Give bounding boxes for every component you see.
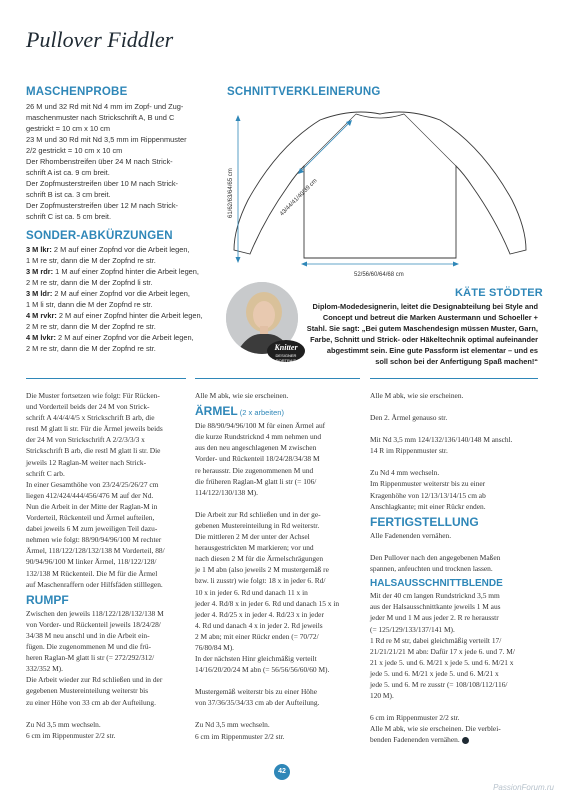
- maschenprobe-line: 23 M und 30 Rd mit Nd 3,5 mm im Rippenmuster: [26, 135, 187, 144]
- arrowhead: [453, 262, 459, 267]
- text-line: Mustergemäß weiterstr bis zu einer Höhe: [195, 687, 317, 697]
- sonder-item: [26, 288, 226, 299]
- schnitt-heading: SCHNITTVERKLEINERUNG: [227, 86, 381, 98]
- column-1: [26, 390, 186, 741]
- text-line: nach diesen 2 M für die Ärmelschrägungen: [195, 554, 324, 564]
- text-line: schrift C arb.: [26, 468, 65, 478]
- bio-line: Farbe, Schnitt und Strick- oder Häkeltechnik optimal aufeinander: [310, 335, 538, 344]
- aermel-heading: [195, 406, 360, 418]
- maschenprobe-heading: MASCHENPROBE: [26, 86, 128, 98]
- column-rule: [370, 378, 538, 379]
- aermel-title: ÄRMEL: [195, 404, 238, 419]
- text-line: bzw. li zusstr) wie folgt: 18 x in jeder 6. Rd/: [195, 576, 326, 586]
- designer-name: KÄTE STÖDTER: [455, 287, 543, 299]
- text-line: Alle M abk, wie sie erscheinen.: [195, 391, 289, 400]
- maschenprobe-line: Der Zopfmusterstreifen über 12 M nach Strick-: [26, 201, 178, 210]
- fertigstellung-heading: FERTIGSTELLUNG: [370, 514, 479, 529]
- text-line: Alle Fadenenden vernähen.: [370, 530, 452, 540]
- sonder-item: [26, 277, 226, 288]
- text-line: Vorder- und Rückenteil 18/24/28/34/38 M: [195, 454, 320, 464]
- text-line: jeder M und 1 M aus jeder 2. R re herausstr: [370, 613, 499, 623]
- designer-bio: [306, 301, 538, 367]
- text-line: Die Muster fortsetzen wie folgt: Für Rücken-: [26, 391, 160, 400]
- text-line: Den Pullover nach den angegebenen Maßen: [370, 552, 501, 562]
- sweater-outline: [234, 112, 526, 258]
- sonder-heading: SONDER-ABKÜRZUNGEN: [26, 230, 173, 242]
- text-line: 90/94/96/100 M linker Ärmel, 118/122/128/: [26, 557, 157, 567]
- column-2: [195, 390, 360, 742]
- sonder-key: 3 M ldr:: [26, 289, 53, 298]
- height-label: 61/62/63/64/65 cm: [228, 168, 234, 218]
- text-line: Mit Nd 3,5 mm 124/132/136/140/148 M anschl.: [370, 435, 513, 445]
- text-line: 6 cm im Rippenmuster 2/2 str.: [26, 730, 116, 740]
- text-line: 120 M).: [370, 691, 394, 701]
- sonder-item: [26, 332, 226, 343]
- text-line: je 1 M abn (also jeweils 2 M mustergemäß re: [195, 565, 329, 575]
- sonder-item: [26, 343, 226, 354]
- text-line: zu einer Höhe von 33 cm ab der Aufteilung.: [26, 697, 156, 707]
- bio-line: Stahl. Sie sagt: „Bei gutem Maschendesign müssen Muster, Garn,: [306, 324, 538, 333]
- sonder-text: 2 M auf einer Zopfnd vor die Arbeit legen,: [56, 333, 194, 342]
- text-line: von Vorder- und Rückenteil jeweils 18/24/28/: [26, 619, 161, 629]
- page-number: 42: [274, 764, 290, 780]
- text-line: Nun die Arbeit in der Mitte der Raglan-M in: [26, 501, 158, 511]
- halsausschnitt-heading: HALSAUSSCHNITTBLENDE: [370, 578, 503, 590]
- sonder-text: 2 M auf einer Zopfnd vor die Arbeit legen,: [51, 245, 190, 254]
- sonder-key: 3 M rdr:: [26, 267, 54, 276]
- text-line: der 24 M von Strickschrift A 2/2/3/3/3 x: [26, 435, 145, 445]
- sonder-item: [26, 310, 226, 321]
- rumpf-heading: RUMPF: [26, 592, 69, 607]
- text-line: Vorderteil, Rückenteil und Ärmel aufteilen,: [26, 513, 155, 523]
- text-line: Zwischen den jeweils 118/122/128/132/138 M: [26, 608, 164, 618]
- maschenprobe-line: 26 M und 32 Rd mit Nd 4 mm im Zopf- und Zug-: [26, 102, 184, 111]
- text-line: In einer Gesamthöhe von 23/24/25/26/27 cm: [26, 479, 159, 489]
- badge-main: Knitter: [274, 343, 298, 352]
- text-line: die kurze Rundstricknd 4 mm nehmen und: [195, 432, 322, 442]
- text-line: 76/80/84 M).: [195, 642, 235, 652]
- text-line: und Vorderteil beids der 24 M von Strick-: [26, 402, 150, 412]
- arrowhead: [236, 115, 241, 121]
- text-line: liegen 412/424/444/456/476 M auf der Nd.: [26, 490, 154, 500]
- maschenprobe-line: maschenmuster nach Strickschrift A, B und C: [26, 113, 175, 122]
- end-mark-icon: [462, 737, 469, 744]
- text-line: Kragenhöhe von 12/13/13/14/15 cm ab: [370, 490, 486, 500]
- text-line: 21/21/21/21 M abn: Dafür 17 x jede 6. und 7. M/: [370, 646, 515, 656]
- text-line: 6 cm im Rippenmuster 2/2 str.: [195, 731, 285, 741]
- text-line: 14/16/20/20/24 M abn (= 56/56/56/60/60 M).: [195, 665, 330, 675]
- schematic-diagram: [220, 100, 540, 285]
- sonder-item: [26, 244, 226, 255]
- badge-sub: DESIGNER PORTRAIT: [275, 353, 297, 363]
- text-line: aus den neu angeschlagenen M zwischen: [195, 443, 317, 453]
- text-line: (= 125/129/133/137/141 M).: [370, 624, 455, 634]
- aermel-note: (2 x arbeiten): [237, 408, 284, 418]
- knitter-logo: [267, 340, 305, 362]
- sonder-text: 2 M re str, dann die M der Zopfnd li str.: [26, 278, 153, 287]
- text-line: Ärmel, 118/122/128/132/138 M Vorderteil, 88/: [26, 546, 165, 556]
- text-line: Die mittleren 2 M der unter der Achsel: [195, 532, 310, 542]
- text-line: Zu Nd 3,5 mm wechseln.: [26, 719, 101, 729]
- text-line: jeder 4. Rd/8 x in jeder 6. Rd und danach 15 x in: [195, 598, 340, 608]
- text-line: 2 M abn; mit einer Rückr enden (= 70/72/: [195, 631, 319, 641]
- text-line: Alle M abk, wie sie erscheinen. Die verblei-: [370, 724, 501, 734]
- text-span: benden Fadenenden vernähen.: [370, 735, 460, 745]
- raglan-arrow: [300, 122, 350, 172]
- text-line: die früheren Raglan-M glatt li str (= 106/: [195, 476, 317, 486]
- bio-line: abgestimmt sein. Eine gute Passform ist elementar – und es: [326, 346, 538, 355]
- text-line: [370, 734, 538, 745]
- text-line: jeder 4. Rd/25 x in jeder 4. Rd/23 x in jeder: [195, 609, 324, 619]
- text-line: 114/122/130/138 M).: [195, 487, 258, 497]
- text-line: Im Rippenmuster weiterstr bis zu einer: [370, 479, 486, 489]
- text-line: 21 x jede 5. und 6. M/21 x jede 5. und 6. M/21 x: [370, 657, 514, 667]
- maschenprobe-text: [26, 101, 226, 222]
- text-line: 6 cm im Rippenmuster 2/2 str.: [370, 713, 460, 723]
- sonder-key: 3 M lkr:: [26, 245, 52, 254]
- sonder-item: [26, 299, 226, 310]
- raglan-line: [404, 114, 456, 166]
- text-line: Die Arbeit wieder zur Rd schließen und in der: [26, 675, 163, 685]
- column-rule: [195, 378, 360, 379]
- text-line: jede 5. und 6. M/21 x jede 5. und 6. M/21 x: [370, 668, 499, 678]
- text-line: gegebenen Mustereinteilung weiterstr bis: [26, 686, 149, 696]
- maschenprobe-line: schrift B ist ca. 3 cm breit.: [26, 190, 111, 199]
- text-line: restl M glatt li str. Für die Ärmel jeweils beids: [26, 424, 163, 434]
- text-line: 332/352 M).: [26, 664, 63, 674]
- width-label: 52/56/60/64/68 cm: [354, 272, 404, 278]
- watermark: PassionForum.ru: [493, 783, 554, 792]
- bio-line: Concept und betreut die Marken Austermann und Schoeller +: [322, 313, 538, 322]
- text-line: auf Maschenraffern oder Hilfsfäden stilllegen.: [26, 579, 163, 589]
- sonder-text: 2 M auf einer Zopfnd vor die Arbeit legen,: [52, 289, 190, 298]
- text-line: Anschlagkante; mit einer Rückr enden.: [370, 501, 486, 511]
- text-line: von 37/36/35/34/33 cm ab der Aufteilung.: [195, 698, 320, 708]
- text-line: nehmen wie folgt: 88/90/94/96/100 M rechter: [26, 535, 162, 545]
- bio-line: Diplom-Modedesignerin, leitet die Designabteilung bei Style and: [312, 302, 538, 311]
- text-line: re herausstr. Die zugenommenen M und: [195, 465, 314, 475]
- sonder-text: 2 M re str, dann die M der Zopfnd re str.: [26, 322, 156, 331]
- text-line: herausgestrickten M markieren; vor und: [195, 543, 314, 553]
- neckline-line: [356, 114, 404, 118]
- text-line: Die Arbeit zur Rd schließen und in der ge-: [195, 509, 321, 519]
- text-line: schrift A 4/4/4/4/5 x Strickschrift B arb, die: [26, 413, 155, 423]
- text-line: Mit der 40 cm langen Rundstricknd 3,5 mm: [370, 591, 500, 601]
- text-line: 1 Rd re M str, dabei gleichmäßig verteilt 17/: [370, 635, 502, 645]
- text-line: Den 2. Ärmel genauso str.: [370, 413, 448, 423]
- maschenprobe-line: schrift A ist ca. 9 cm breit.: [26, 168, 110, 177]
- raglan-label: 43/44/41/40/39 cm: [279, 178, 319, 218]
- text-line: 34/38 M neu anschl und in die Arbeit ein-: [26, 630, 150, 640]
- text-line: Die 88/90/94/96/100 M für einen Ärmel auf: [195, 421, 326, 431]
- sonder-text: 1 M li str, dann die M der Zopfnd re str.: [26, 300, 153, 309]
- sonder-text: 2 M re str, dann die M der Zopfnd re str.: [26, 344, 156, 353]
- sonder-item: [26, 255, 226, 266]
- arrowhead: [236, 257, 241, 263]
- sonder-key: 4 M lvkr:: [26, 333, 56, 342]
- text-line: gebenen Mustereinteilung in Rd weiterstr.: [195, 520, 320, 530]
- text-line: Alle M abk, wie sie erscheinen.: [370, 391, 464, 400]
- sonder-list: [26, 244, 226, 354]
- arrowhead: [301, 262, 307, 267]
- text-line: jede 5. und 6. M re zusstr (= 108/108/112/116/: [370, 679, 508, 689]
- maschenprobe-line: gestrickt = 10 cm x 10 cm: [26, 124, 110, 133]
- column-3: [370, 390, 538, 745]
- maschenprobe-line: Der Rhombenstreifen über 24 M nach Strick-: [26, 157, 173, 166]
- text-line: dabei jeweils 6 M zum jeweiligen Teil dazu-: [26, 524, 158, 534]
- sonder-item: [26, 321, 226, 332]
- text-line: aus der Halsausschnittkante jeweils 1 M aus: [370, 602, 501, 612]
- sonder-text: 1 M re str, dann die M der Zopfnd re str.: [26, 256, 156, 265]
- maschenprobe-line: schrift C ist ca. 5 cm breit.: [26, 212, 112, 221]
- text-line: jeweils 12 Raglan-M weiter nach Strick-: [26, 457, 147, 467]
- text-line: 10 x in jeder 6. Rd und danach 11 x in: [195, 587, 308, 597]
- text-line: In der nächsten Hinr gleichmäßig verteilt: [195, 654, 317, 664]
- sonder-item: [26, 266, 226, 277]
- page-title: Pullover Fiddler: [26, 27, 174, 52]
- text-line: 132/138 M Rückenteil. Die M für die Ärmel: [26, 568, 158, 578]
- text-line: Zu Nd 4 mm wechseln.: [370, 468, 440, 478]
- text-line: Strickschrift B arb, die restl M glatt li str. Die: [26, 446, 161, 456]
- text-line: 4. Rd und danach 4 x in jeder 2. Rd jeweils: [195, 620, 323, 630]
- bio-line: soll schon bei der Anfertigung Spaß machen!“: [375, 357, 538, 366]
- column-rule: [26, 378, 186, 379]
- sonder-text: 1 M auf einer Zopfnd hinter die Arbeit legen,: [53, 267, 199, 276]
- sonder-text: 2 M auf einer Zopfnd hinter die Arbeit legen,: [56, 311, 203, 320]
- text-line: spannen, anfeuchten und trocknen lassen.: [370, 564, 493, 574]
- text-line: fügen. Die zugenommenen M und die frü-: [26, 642, 151, 652]
- text-line: heren Raglan-M glatt li str (= 272/292/312/: [26, 653, 155, 663]
- text-line: Zu Nd 3,5 mm wechseln.: [195, 720, 270, 730]
- sonder-key: 4 M rvkr:: [26, 311, 57, 320]
- text-line: 14 R im Rippenmuster str.: [370, 446, 448, 456]
- maschenprobe-line: Der Zopfmusterstreifen über 10 M nach Strick-: [26, 179, 178, 188]
- maschenprobe-line: 2/2 gestrickt = 10 cm x 10 cm: [26, 146, 123, 155]
